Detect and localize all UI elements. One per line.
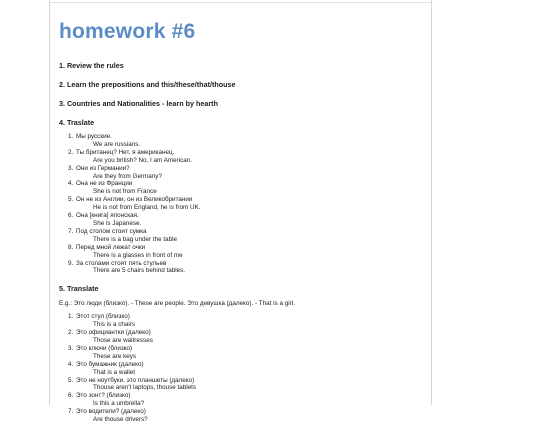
list-item [75,313,419,329]
english-answer: This is a chairs [93,321,135,329]
list-item [75,133,419,149]
english-answer: Are they from Germany? [93,172,162,180]
english-answer: There is a bag under the table [93,235,178,243]
english-answer: There are 5 chairs behind tables. [93,267,186,275]
russian-sentence: За столами стоят пять стульев [76,259,167,267]
russian-sentence: Это бумажник (далеко) [76,360,144,368]
list-item [75,408,419,424]
english-answer: These are keys [93,352,137,360]
task-3-heading: 3. Countries and Nationalities - learn by hearth [59,99,218,108]
task-5-heading: 5. Translate [59,284,99,294]
russian-sentence: Это водители? (далеко) [76,408,146,416]
english-answer: Are thouse drivers? [93,416,148,424]
english-answer: Are you british? No, I am American. [93,156,193,164]
russian-sentence: Она не из Франции [76,180,133,188]
list-item [75,377,419,393]
english-answer: She is not from France [93,188,157,196]
russian-sentence: Этот стул (близко) [76,313,130,321]
russian-sentence: Мы русские. [76,133,112,140]
russian-sentence: Он не из Англии, он из Великобритании [76,196,193,204]
list-item [75,228,419,244]
russian-sentence: Они из Германии? [76,164,130,172]
english-answer: She is Japanese. [93,219,142,227]
list-item [75,149,419,165]
russian-sentence: Под столом стоит сумка [76,227,147,235]
english-answer: We are russians. [93,140,141,148]
russian-sentence: Перед мной лежат очки [76,243,146,251]
english-answer: Is this a umbrella? [93,400,145,408]
example-text: E.g.: Это люди (близко). - These are people. Это девушка (далеко). - That is a girl. [59,300,295,308]
list-item [75,212,419,228]
russian-sentence: Это ключи (близко) [76,344,133,352]
list-item [75,180,419,196]
list-item [75,165,419,181]
page-title: homework #6 [59,20,196,43]
list-item [75,345,419,361]
russian-sentence: Это зонт? (близко) [76,392,131,400]
list-item [75,329,419,345]
document-body [59,20,419,424]
english-answer: That is a wallet [93,368,135,376]
english-answer: Thouse aren't laptops, thouse tablets [93,384,197,392]
russian-sentence: Ты британец? Нет, я американец. [76,148,175,156]
top-divider [50,2,431,3]
english-answer: There is a glasses in front of me [93,251,183,259]
task-1-heading: 1. Review the rules [59,61,124,70]
english-answer: He is not from England, he is from UK. [93,204,201,212]
list-item [75,260,419,276]
list-item [75,361,419,377]
translation-list-1 [59,133,419,275]
russian-sentence: Это не ноутбуки, это планшеты (далеко) [76,376,195,384]
task-4-heading: 4. Traslate [59,118,95,127]
russian-sentence: Она [книга] японская. [76,212,139,220]
translation-list-2 [59,313,419,424]
list-item [75,196,419,212]
russian-sentence: Это официантки (далеко) [76,329,151,337]
english-answer: Those are waitresses [93,337,153,345]
task-2-heading: 2. Learn the prepositions and this/these/that/thouse [59,80,236,89]
list-item [75,244,419,260]
document-page [49,0,432,424]
list-item [75,392,419,408]
